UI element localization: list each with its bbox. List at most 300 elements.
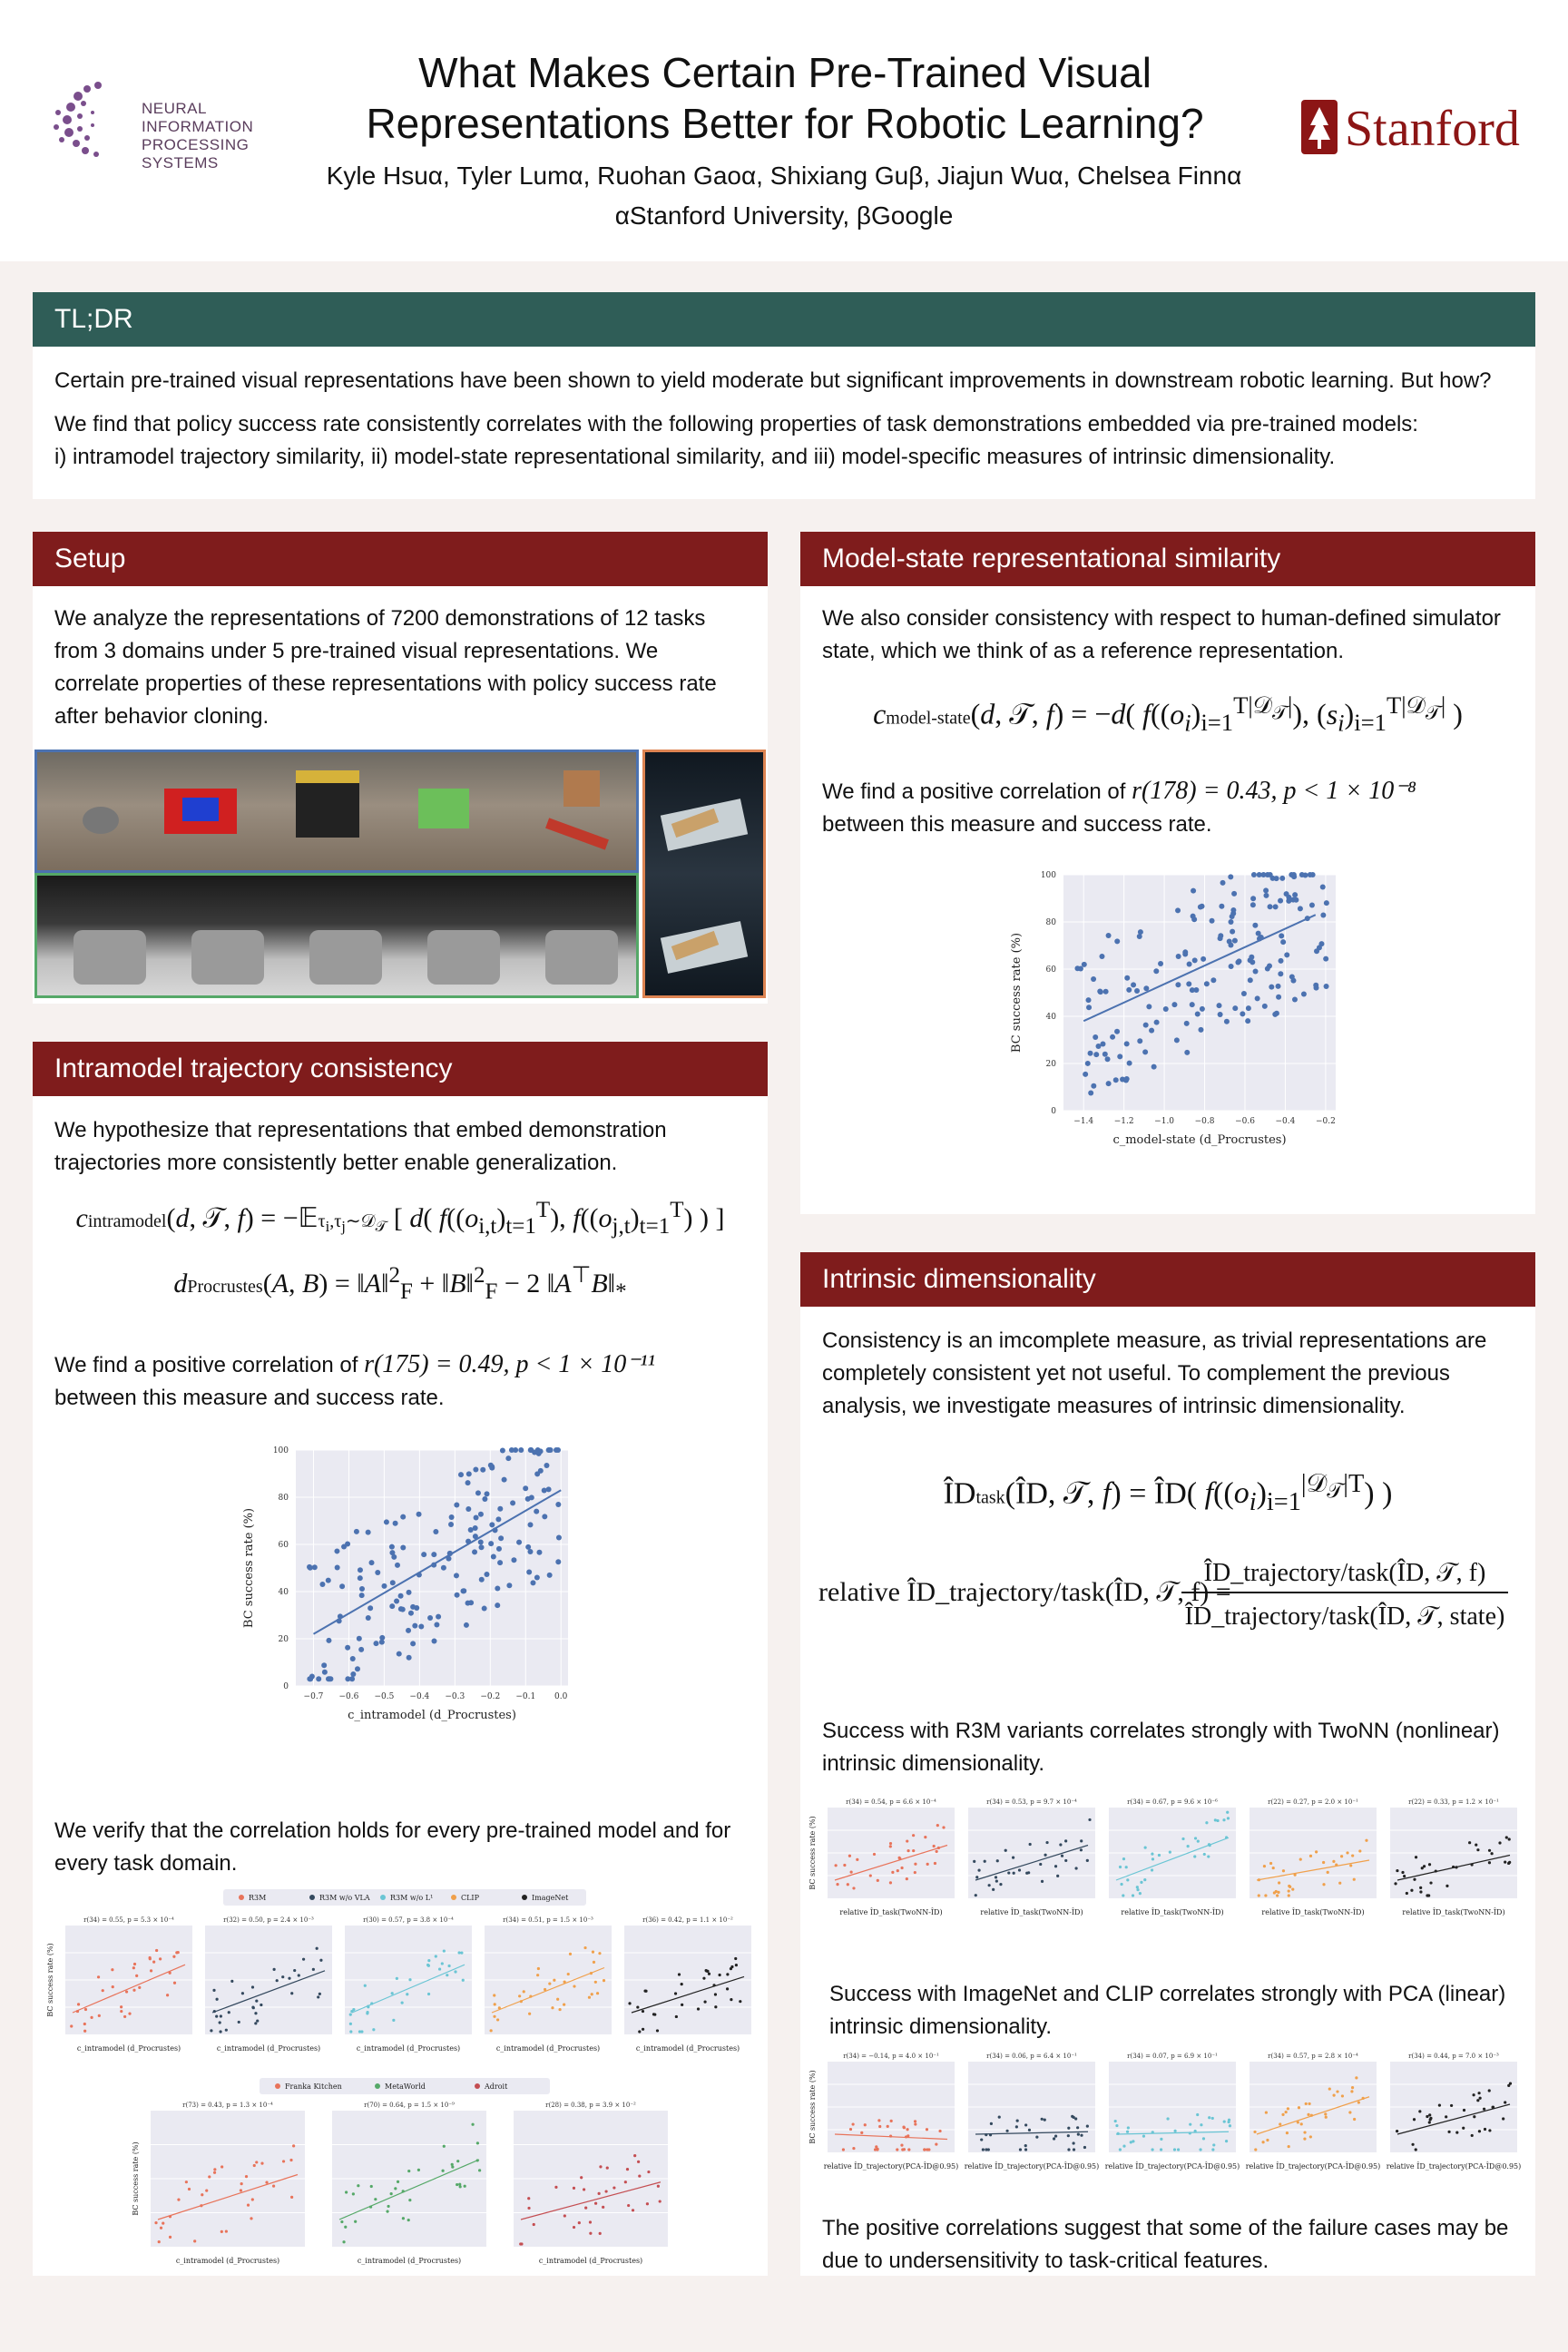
y-tick-label: 60 [278,1541,289,1550]
data-point [1175,982,1181,987]
small-data-point [1024,2148,1027,2151]
data-point [1117,1054,1122,1059]
small-data-point [1429,1881,1432,1884]
data-point [381,1583,387,1589]
small-data-point [1143,1878,1146,1881]
data-point [1250,896,1256,901]
data-point [1232,1005,1238,1011]
small-chart [808,2053,958,2171]
small-data-point [1228,2121,1230,2123]
small-data-point [624,2180,627,2183]
data-point [482,1496,487,1502]
data-point [478,1539,484,1544]
small-data-point [241,1992,244,1994]
intrinsic-panel [800,1252,1535,2276]
small-data-point [1299,1858,1302,1861]
small-data-point [1193,1855,1196,1857]
model-state-scatter-chart [1000,866,1381,1165]
data-point [455,1592,460,1598]
data-point [1263,893,1269,898]
small-data-point [1160,2138,1162,2141]
data-point [1152,1064,1157,1070]
small-x-label: c_intramodel (d_Procrustes) [495,2044,601,2053]
small-data-point [155,1949,158,1952]
small-data-point [1475,1844,1477,1847]
data-point [1192,957,1198,963]
small-data-point [554,2186,557,2189]
legend-label: R3M w/o VLA [319,1894,370,1902]
small-data-point [980,2138,983,2141]
small-data-point [138,1986,141,1989]
small-data-point [1067,2148,1070,2151]
small-data-point [1428,2113,1431,2116]
data-point [384,1519,389,1524]
small-data-point [847,1883,849,1886]
small-data-point [240,2182,243,2185]
small-data-point [1258,1894,1260,1896]
small-data-point [215,1998,218,2001]
data-point [1200,956,1206,962]
data-point [326,1638,331,1643]
data-point [1126,987,1132,993]
data-point [505,1455,511,1461]
small-x-label: c_intramodel (d_Procrustes) [357,2257,462,2265]
data-point [350,1671,356,1677]
small-data-point [1353,2118,1356,2121]
relative-id-lhs: relative ÎD_trajectory/task(ÎD, 𝒯, f) = [818,1577,1231,1607]
data-point [527,1522,533,1527]
small-data-point [245,2175,248,2178]
small-data-point [1287,2107,1289,2110]
small-data-point [627,2204,630,2207]
small-data-point [120,2005,122,2008]
data-point [495,1602,500,1608]
data-point [334,1548,339,1553]
small-data-point [1418,2110,1421,2112]
small-data-point [675,2015,678,2018]
data-point [1218,1012,1223,1017]
small-data-point [1413,1878,1416,1881]
small-data-point [706,1970,709,1973]
data-point [498,1535,504,1541]
x-tick-label: −0.1 [515,1692,536,1701]
small-data-point [988,1884,991,1886]
small-data-point [900,2144,903,2147]
small-x-label: relative ÎD_task(TwoNN-ÎD) [839,1908,943,1916]
small-data-point [402,2217,405,2220]
small-data-point [493,2015,495,2018]
stanford-tree-icon [1299,98,1339,156]
small-data-point [985,2148,987,2151]
small-data-point [1288,1894,1290,1896]
small-data-point [282,2160,285,2162]
small-x-label: relative ÎD_trajectory(PCA-ÎD@0.95) [1245,2162,1381,2171]
x-tick-label: −0.2 [1315,1117,1336,1126]
x-tick-label: −1.2 [1113,1117,1134,1126]
intramodel-heading: Intramodel trajectory consistency [33,1042,768,1096]
data-point [1095,1044,1101,1049]
data-point [421,1552,426,1557]
small-data-point [1122,1857,1125,1860]
data-point [468,1600,474,1605]
small-data-point [536,1974,539,1976]
small-data-point [726,1973,729,1975]
data-point [1158,961,1163,966]
data-point [532,1450,537,1455]
data-point [1252,923,1258,928]
legend-marker [380,1895,386,1900]
small-data-point [1166,2117,1169,2120]
x-tick-label: −0.8 [1194,1117,1215,1126]
small-data-point [464,2185,466,2188]
small-data-point [739,2000,741,2003]
small-data-point [1144,1847,1147,1849]
data-point [366,1615,371,1621]
small-data-point [250,2217,252,2220]
small-data-point [1488,1861,1491,1864]
small-data-point [476,2141,479,2144]
small-data-point [637,2161,640,2163]
small-chart [514,2102,668,2265]
data-point [1235,959,1240,965]
data-point [1218,936,1223,941]
data-point [393,1521,398,1526]
small-data-point [1336,2090,1338,2092]
data-point [339,1583,345,1589]
small-data-point [714,2005,717,2008]
data-point [1232,938,1238,944]
small-data-point [443,1949,446,1952]
small-data-point [734,1957,737,1960]
small-chart-stat: r(70) = 0.64, p = 1.5 × 10⁻⁹ [364,2102,455,2109]
data-point [1086,997,1092,1003]
small-data-point [1488,2089,1491,2092]
data-point [375,1570,380,1575]
small-data-point [247,2203,250,2206]
data-point [1193,987,1199,993]
small-chart [485,1916,612,2053]
small-data-point [703,2000,706,2003]
data-point [526,1569,532,1574]
small-data-point [1463,2109,1465,2112]
model-state-text2-math: r(178) = 0.43, p < 1 × 10⁻⁸ [1132,777,1416,805]
x-axis-label: c_model-state (d_Procrustes) [1112,1133,1287,1147]
small-data-point [451,2165,454,2168]
small-data-point [354,2220,357,2223]
small-data-point [604,2190,607,2192]
small-data-point [1151,2148,1153,2151]
small-data-point [1340,1855,1343,1857]
small-data-point [1061,1855,1063,1857]
small-data-point [1072,2141,1074,2144]
small-data-point [591,1993,593,1995]
small-data-point [255,2161,258,2163]
small-data-point [1073,2148,1075,2151]
legend-label: ImageNet [532,1894,569,1902]
intrinsic-text4: The positive correlations suggest that some of the failure cases may be due to undersensitivity to task-critical features. [822,2216,1509,2273]
small-data-point [702,1977,705,1980]
data-point [326,1578,331,1583]
title-line2: Representations Better for Robotic Learning? [366,100,1204,147]
small-data-point [589,2220,592,2223]
small-data-point [456,2160,459,2162]
y-tick-label: 0 [1051,1107,1056,1116]
small-data-point [1428,1863,1431,1866]
small-y-label: BC success rate (%) [808,2070,817,2144]
small-data-point [427,1993,430,1995]
small-data-point [1226,1811,1229,1814]
small-data-point [1266,2139,1269,2141]
model-state-heading: Model-state representational similarity [800,532,1535,586]
small-data-point [1468,1841,1471,1844]
small-data-point [133,1963,136,1965]
small-data-point [1291,1887,1294,1890]
small-data-point [1396,2130,1398,2132]
data-point [485,1491,490,1496]
small-data-point [357,2184,359,2187]
data-point [1191,914,1196,919]
small-data-point [1041,1880,1044,1883]
small-data-point [238,2021,240,2024]
small-data-point [1322,1883,1325,1886]
data-point [484,1572,489,1577]
data-point [410,1604,416,1610]
small-data-point [225,2029,228,2032]
small-data-point [162,2222,164,2225]
small-data-point [906,1877,908,1880]
data-point [1224,1019,1230,1024]
intramodel-text3: We verify that the correlation holds for every pre-trained model and for every task domain. [54,1818,731,1876]
poster-title [299,47,1270,149]
small-data-point [253,2164,256,2167]
small-data-point [1016,2120,1019,2122]
intrinsic-text1: Consistency is an imcomplete measure, as trivial representations are completely consistent yet not useful. To complement the previous analysis, we investigate measures of intrinsic dimensionality. [822,1328,1487,1418]
authors: Kyle Hsuα, Tyler Lumα, Ruohan Gaoα, Shixiang Guβ, Jiajun Wuα, Chelsea Finnα [326,162,1242,190]
legend-marker [451,1895,456,1900]
y-tick-label: 40 [1045,1013,1056,1022]
small-data-point [518,1994,521,1997]
small-data-point [1053,2137,1055,2140]
title-line1: What Makes Certain Pre-Trained Visual [418,49,1152,96]
data-point [1246,1005,1251,1011]
small-data-point [490,2029,493,2032]
small-data-point [1212,2143,1215,2146]
small-data-point [1119,2148,1122,2151]
data-point [1273,904,1279,909]
x-tick-label: −0.5 [374,1692,395,1701]
data-point [525,1544,531,1550]
x-tick-label: −1.4 [1073,1117,1094,1126]
small-data-point [1127,2126,1130,2129]
data-point [1097,989,1102,995]
small-data-point [77,2003,80,2005]
data-point [475,1490,481,1495]
small-data-point [933,1845,936,1847]
small-data-point [1174,2130,1177,2132]
small-data-point [1479,2097,1482,2100]
small-data-point [1200,2123,1202,2126]
small-chart [968,1798,1095,1916]
y-tick-label: 20 [1045,1060,1056,1069]
small-data-point [907,2148,910,2151]
small-data-point [598,2192,601,2195]
data-point [461,1588,466,1593]
small-data-point [596,1992,599,1994]
x-tick-label: −0.6 [1235,1117,1255,1126]
data-point [464,1622,469,1628]
small-data-point [1197,1839,1200,1842]
data-point [556,1534,562,1540]
small-data-point [1216,1819,1219,1822]
small-data-point [1288,2145,1290,2148]
data-point [1248,977,1253,983]
small-data-point [1012,1856,1014,1858]
small-data-point [924,1836,926,1838]
small-chart-stat: r(34) = 0.51, p = 1.5 × 10⁻³ [503,1916,593,1924]
y-tick-label: 80 [1045,918,1056,927]
relative-id-denominator: ÎD_trajectory/task(ÎD, 𝒯, state) [1184,1602,1505,1631]
small-data-point [1211,2148,1214,2151]
small-data-point [594,2202,597,2205]
data-point [489,1522,495,1527]
small-data-point [718,1974,720,1976]
small-data-point [896,2148,898,2151]
small-data-point [1028,2129,1031,2132]
data-point [319,1582,325,1587]
data-point [1186,981,1191,986]
small-data-point [659,2200,662,2202]
small-data-point [592,1950,594,1953]
small-chart-stat: r(34) = 0.44, p = 7.0 × 10⁻³ [1408,2053,1499,2060]
y-axis-label: BC success rate (%) [1010,932,1024,1054]
data-point [390,1580,396,1585]
small-data-point [386,2210,388,2213]
data-point [1272,1012,1278,1017]
small-data-point [1415,1856,1417,1858]
small-data-point [889,1842,892,1845]
small-data-point [1309,2135,1312,2138]
small-data-point [730,1967,732,1970]
small-data-point [160,2227,162,2230]
legend-marker [275,2083,280,2089]
data-point [1190,1002,1195,1007]
data-point [473,1467,478,1473]
small-data-point [83,2030,86,2033]
small-chart [132,2102,305,2265]
small-data-point [912,1849,915,1852]
data-point [1292,892,1298,897]
small-data-point [1438,2104,1441,2107]
small-chart-stat: r(73) = 0.43, p = 1.3 × 10⁻⁴ [182,2102,273,2109]
data-point [1195,1011,1200,1016]
small-data-point [372,2028,375,2031]
small-data-point [1169,1850,1171,1853]
setup-text: We analyze the representations of 7200 demonstrations of 12 tasks from 3 domains under 5 pre-trained visual representations. We correlate properties of these representations with policy success rate after behavior cloning. [54,606,717,729]
small-data-point [256,2019,259,2022]
small-data-point [225,2230,228,2232]
small-data-point [1177,2148,1180,2151]
small-data-point [213,2168,216,2171]
small-data-point [401,2002,404,2004]
small-data-point [602,2206,604,2209]
small-data-point [1119,1866,1122,1868]
small-data-point [1115,2124,1118,2127]
small-x-label: relative ÎD_task(TwoNN-ÎD) [1402,1908,1505,1916]
small-data-point [914,2122,916,2125]
small-data-point [1484,2128,1486,2131]
small-data-point [302,1958,305,1961]
small-data-point [1080,1839,1083,1842]
small-data-point [1086,1859,1089,1862]
small-data-point [1173,2148,1176,2151]
metaworld-images [34,750,639,873]
small-data-point [519,2242,522,2245]
small-data-point [1126,1878,1129,1881]
model-state-text1: We also consider consistency with respect to human-defined simulator state, which we think of as a reference representation. [822,606,1501,663]
data-point [1103,989,1109,995]
x-tick-label: −0.4 [1275,1117,1296,1126]
small-data-point [90,2016,93,2019]
data-point [398,1606,404,1612]
small-data-point [417,2169,420,2171]
data-point [398,1593,404,1599]
data-point [1263,887,1269,893]
small-data-point [1151,1868,1153,1871]
small-data-point [349,2023,352,2025]
small-data-point [1394,1882,1396,1885]
small-data-point [408,1978,411,1981]
data-point [1320,913,1326,918]
small-data-point [1254,2148,1257,2151]
data-point [395,1563,400,1568]
small-data-point [926,2128,928,2131]
data-point [1082,962,1087,967]
small-data-point [1064,1859,1067,1862]
data-point [473,1525,478,1531]
data-point [466,1471,472,1476]
data-point [489,1464,495,1469]
data-point [335,1564,340,1570]
per-domain-charts [114,2076,695,2276]
small-data-point [914,2120,916,2122]
data-point [1318,941,1324,946]
data-point [1171,1002,1177,1007]
small-data-point [1315,1850,1318,1853]
small-data-point [392,2019,395,2022]
data-point [358,1575,363,1581]
small-data-point [193,2239,196,2242]
data-point [1280,939,1286,945]
legend-marker [309,1895,315,1900]
small-data-point [564,2214,566,2217]
data-point [1154,1020,1160,1025]
data-point [394,1598,399,1603]
data-point [488,1541,494,1546]
small-data-point [708,1973,710,1975]
small-data-point [903,2148,906,2151]
small-data-point [551,2006,554,2009]
data-point [1313,983,1318,988]
data-point [502,1477,507,1483]
small-data-point [272,2184,275,2187]
small-data-point [1139,1892,1142,1895]
small-data-point [1401,1871,1404,1874]
x-tick-label: −0.2 [480,1692,501,1701]
data-point [1120,1077,1125,1083]
small-x-label: c_intramodel (d_Procrustes) [175,2257,280,2265]
small-data-point [166,1994,169,1996]
small-data-point [923,2148,926,2151]
